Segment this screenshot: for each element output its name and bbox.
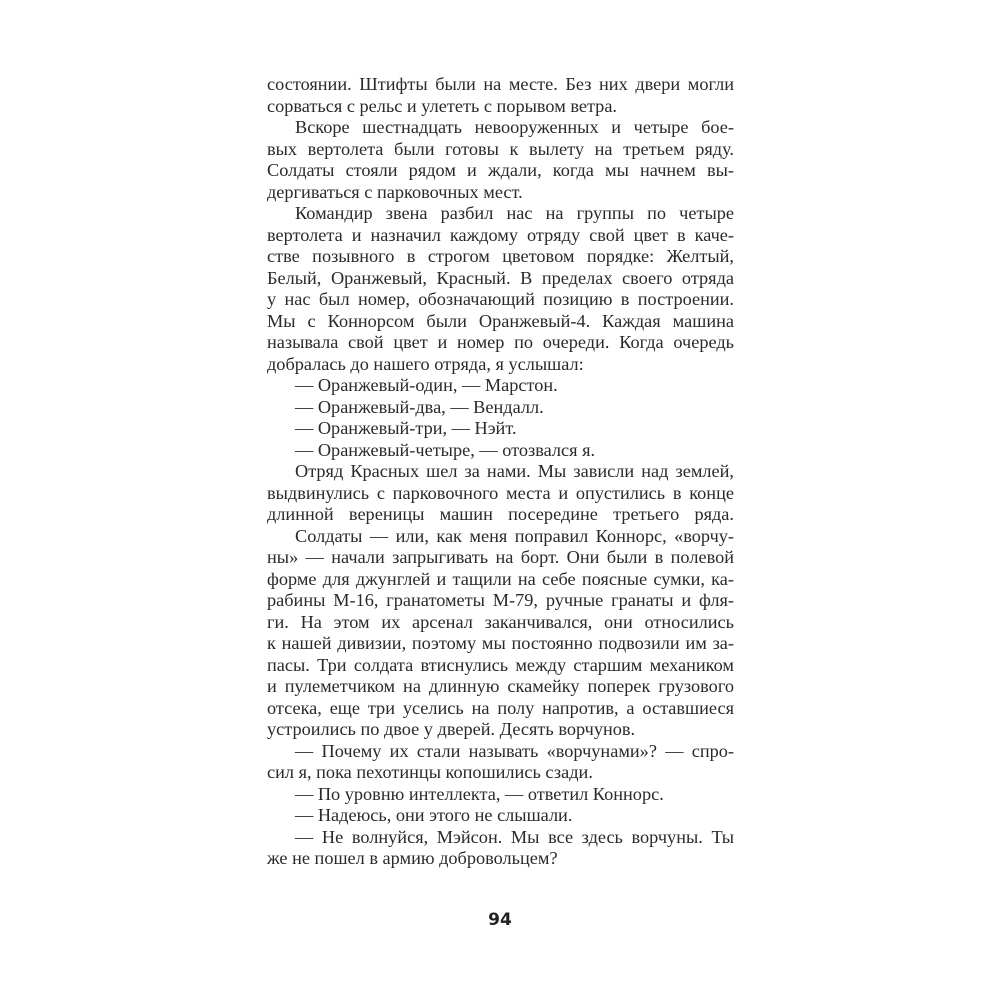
text-line: вертолета и назначил каждому отряду свой цвет в каче- [267, 224, 734, 245]
text-line: дергиваться с парковочных мест. [267, 181, 523, 202]
text-line: добралась до нашего отряда, я услышал: [267, 353, 584, 374]
text-line: отсека, еще три уселись на полу напротив, а оставшиеся [267, 697, 734, 718]
text-line: сорваться с рельс и улететь с порывом ветра. [267, 95, 618, 116]
text-line: рабины М-16, гранатометы М-79, ручные гранаты и фля- [267, 590, 734, 610]
dialogue-line: — Оранжевый-три, — Нэйт. [295, 418, 517, 438]
dialogue-line: — Почему их стали называть «ворчунами»? — спро- [295, 740, 734, 761]
text-line: Командир звена разбил нас на группы по четыре [295, 203, 734, 223]
dialogue-line: — Оранжевый-четыре, — отозвался я. [295, 439, 596, 460]
page-body-text [267, 74, 734, 870]
dialogue-line: — Оранжевый-один, — Марстон. [295, 375, 558, 395]
text-line: длинной вереницы машин посередине третьего ряда. [267, 504, 734, 524]
text-line: пасы. Три солдата втиснулись между старшим механиком [267, 654, 734, 675]
dialogue-line: — По уровню интеллекта, — ответил Коннорс. [295, 783, 664, 804]
text-line: вых вертолета были готовы к вылету на третьем ряду. [267, 138, 734, 159]
text-line: у нас был номер, обозначающий позицию в построении. [267, 289, 734, 309]
text-line: Мы с Коннорсом были Оранжевый-4. Каждая машина [267, 310, 734, 331]
dialogue-line: — Оранжевый-два, — Вендалл. [295, 396, 544, 417]
text-line: Отряд Красных шел за нами. Мы зависли над землей, [295, 461, 734, 481]
text-line: стве позывного в строгом цветовом порядке: Желтый, [267, 246, 734, 266]
text-line: выдвинулись с парковочного места и опустились в конце [267, 482, 734, 503]
text-line: ны» — начали запрыгивать на борт. Они были в полевой [267, 547, 734, 567]
text-line: же не пошел в армию добровольцем? [267, 848, 558, 868]
text-line: Белый, Оранжевый, Красный. В пределах своего отряда [267, 267, 734, 288]
text-line: Солдаты стояли рядом и ждали, когда мы начнем вы- [267, 160, 734, 180]
dialogue-line: — Надеюсь, они этого не слышали. [295, 805, 573, 825]
text-line: называла свой цвет и номер по очереди. Когда очередь [267, 332, 734, 352]
text-line: форме для джунглей и тащили на себе поясные сумки, ка- [267, 568, 734, 589]
text-line: ги. На этом их арсенал заканчивался, они относились [267, 611, 734, 632]
text-line: устроились по двое у дверей. Десять ворчунов. [267, 719, 636, 739]
text-line: и пулеметчиком на длинную скамейку поперек грузового [267, 676, 734, 696]
text-line: сил я, пока пехотинцы копошились сзади. [267, 762, 593, 782]
page-number: 94 [488, 910, 512, 930]
dialogue-line: — Не волнуйся, Мэйсон. Мы все здесь ворчуны. Ты [295, 826, 734, 847]
text-line: состоянии. Штифты были на месте. Без них двери могли [267, 74, 734, 94]
text-line: Вскоре шестнадцать невооруженных и четыре бое- [295, 117, 734, 137]
text-line: Солдаты — или, как меня поправил Коннорс, «ворчу- [295, 525, 734, 546]
text-line: к нашей дивизии, поэтому мы постоянно подвозили им за- [267, 633, 734, 653]
